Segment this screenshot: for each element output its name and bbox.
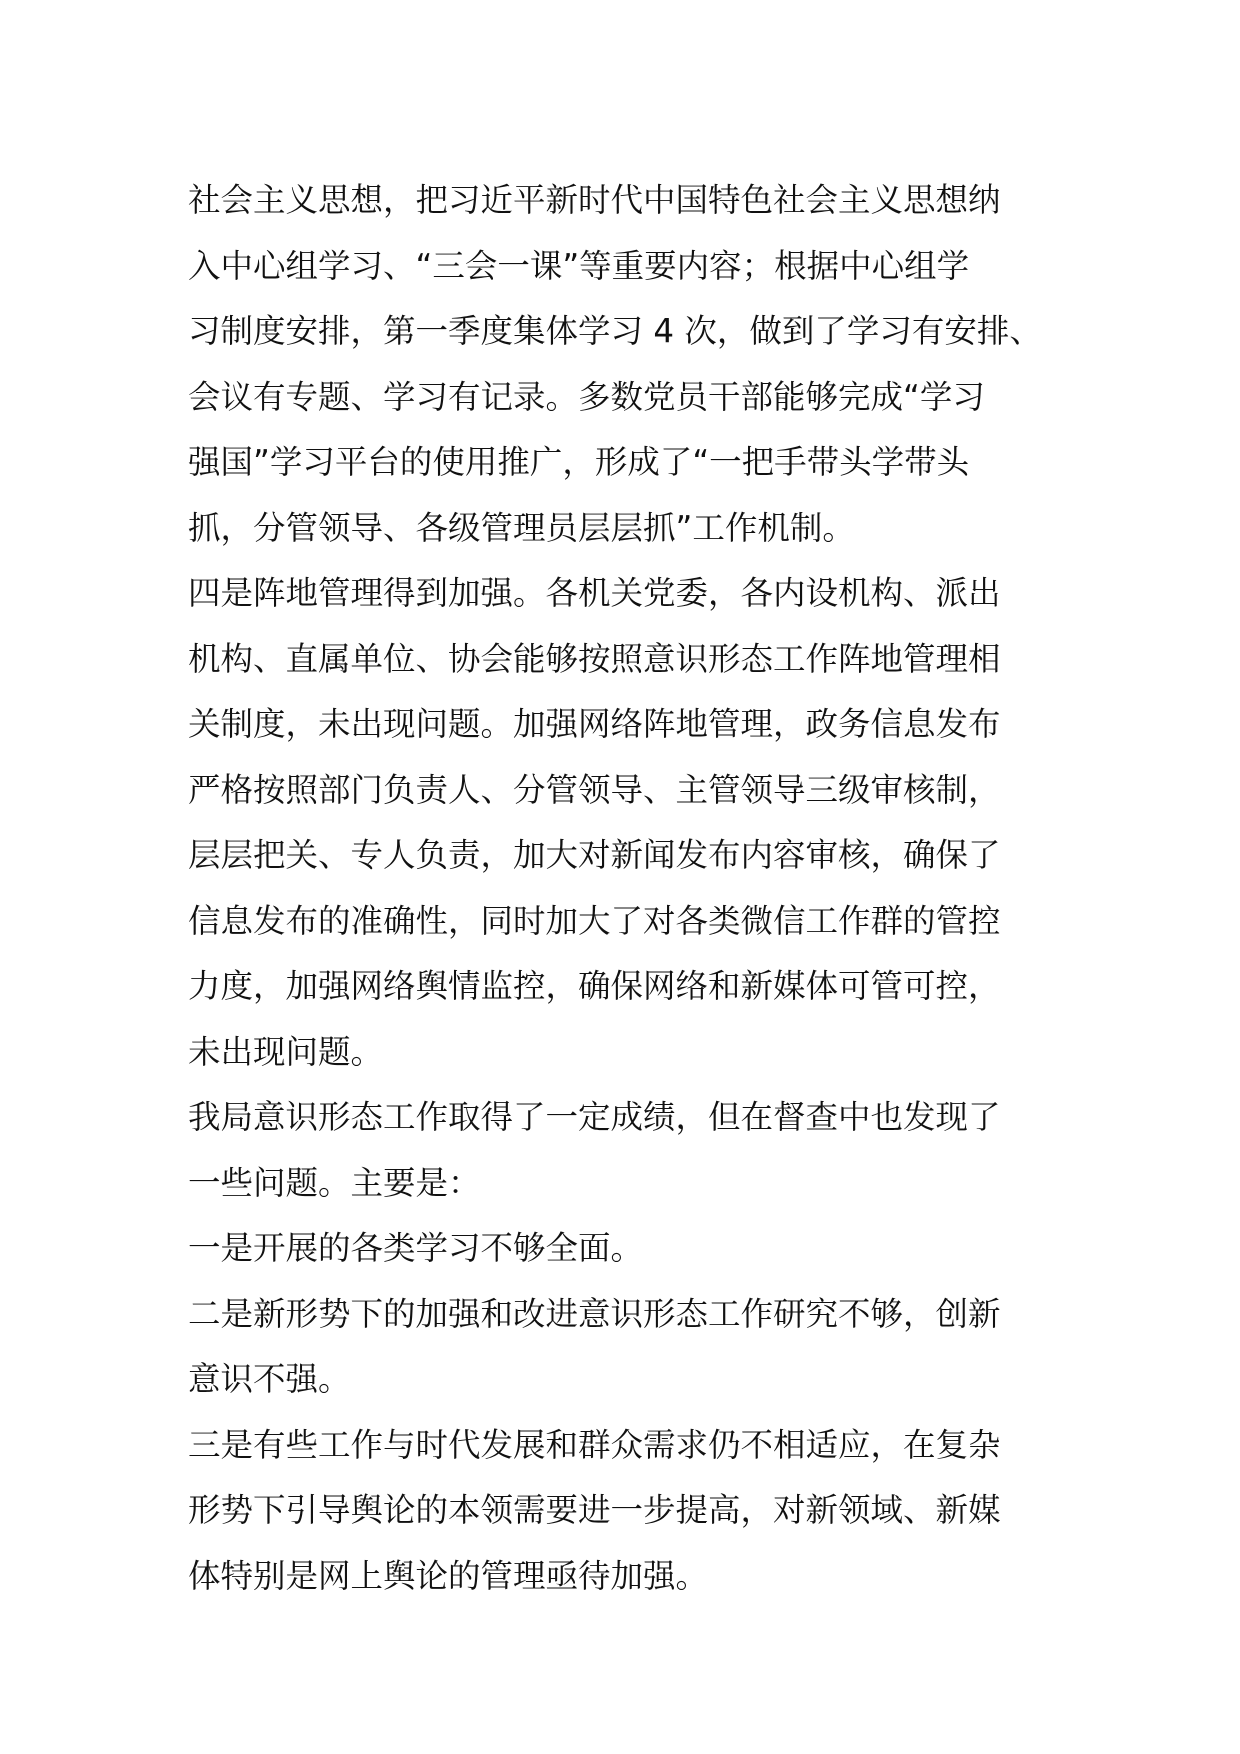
text-line: 一些问题。主要是： bbox=[188, 1163, 481, 1202]
text-line: 关制度，未出现问题。加强网络阵地管理，政务信息发布 bbox=[188, 705, 1001, 743]
paragraph-problem-three bbox=[188, 1413, 1068, 1610]
text-line: 体特别是网上舆论的管理亟待加强。 bbox=[188, 1556, 709, 1595]
text-line: 社会主义思想，把习近平新时代中国特色社会主义思想纳 bbox=[188, 181, 1001, 219]
text-line: 信息发布的准确性，同时加大了对各类微信工作群的管控 bbox=[188, 901, 1001, 940]
text-line: 一是开展的各类学习不够全面。 bbox=[188, 1229, 644, 1267]
text-line: 二是新形势下的加强和改进意识形态工作研究不够，创新 bbox=[188, 1294, 1001, 1333]
text-line: 抓，分管领导、各级管理员层层抓”工作机制。 bbox=[188, 508, 855, 547]
text-line: 三是有些工作与时代发展和群众需求仍不相适应，在复杂 bbox=[188, 1425, 1001, 1464]
text-line: 意识不强。 bbox=[188, 1360, 351, 1398]
text-line: 严格按照部门负责人、分管领导、主管领导三级审核制， bbox=[188, 770, 1001, 809]
text-line: 力度，加强网络舆情监控，确保网络和新媒体可管可控， bbox=[188, 967, 1001, 1005]
text-line: 机构、直属单位、协会能够按照意识形态工作阵地管理相 bbox=[188, 639, 1001, 678]
text-line: 层层把关、专人负责，加大对新闻发布内容审核，确保了 bbox=[188, 836, 1001, 874]
text-line: 入中心组学习、“三会一课”等重要内容；根据中心组学 bbox=[188, 246, 970, 285]
document-body bbox=[188, 168, 1068, 1609]
paragraph-position-management bbox=[188, 561, 1068, 1085]
text-line: 未出现问题。 bbox=[188, 1032, 384, 1071]
text-line: 形势下引导舆论的本领需要进一步提高，对新领域、新媒 bbox=[188, 1491, 1001, 1529]
text-line: 习制度安排，第一季度集体学习 4 次，做到了学习有安排、 bbox=[188, 312, 1042, 350]
text-line: 会议有专题、学习有记录。多数党员干部能够完成“学习 bbox=[188, 377, 985, 416]
text-line: 强国”学习平台的使用推广，形成了“一把手带头学带头 bbox=[188, 443, 970, 481]
paragraph-problems-intro bbox=[188, 1085, 1068, 1216]
paragraph-problem-one bbox=[188, 1216, 1068, 1282]
paragraph-study-system bbox=[188, 168, 1068, 561]
text-line: 我局意识形态工作取得了一定成绩，但在督查中也发现了 bbox=[188, 1098, 1001, 1136]
text-line: 四是阵地管理得到加强。各机关党委，各内设机构、派出 bbox=[188, 574, 1001, 612]
paragraph-problem-two bbox=[188, 1282, 1068, 1413]
